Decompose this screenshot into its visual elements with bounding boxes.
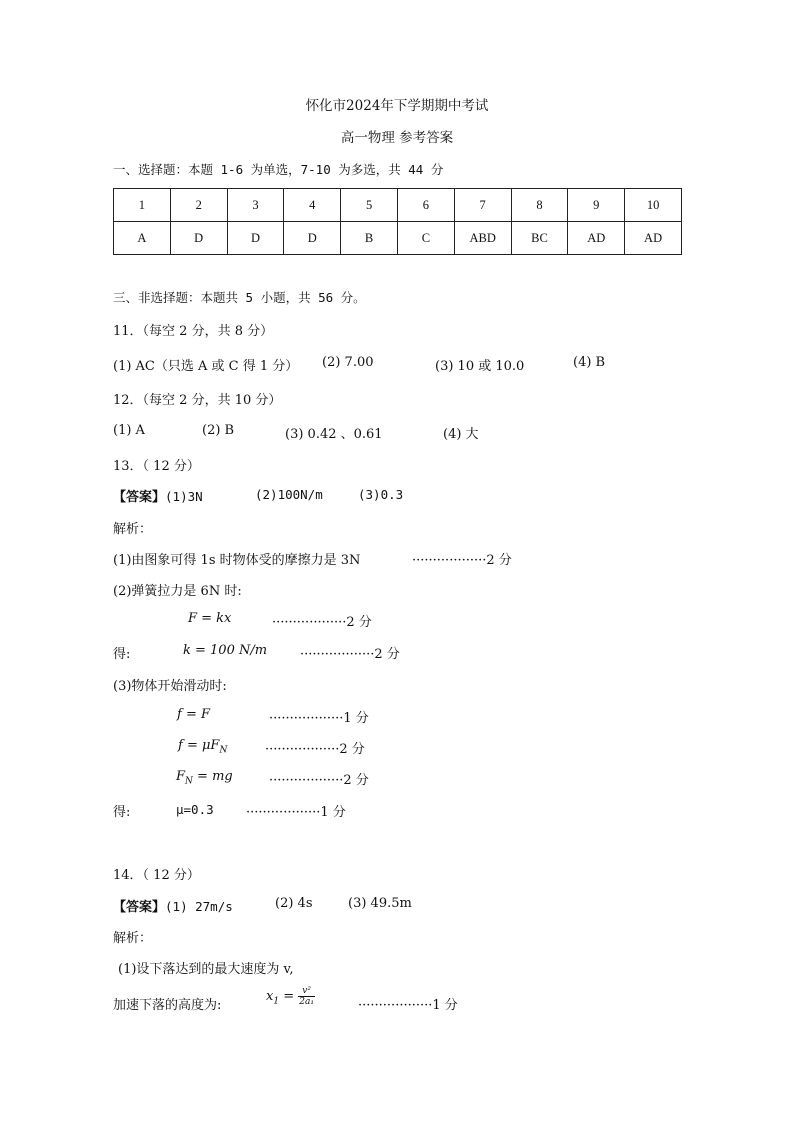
table-cell: ABD — [454, 222, 511, 255]
table-cell: D — [170, 222, 227, 255]
q14-answer-3: (3) 49.5m — [348, 896, 412, 911]
q13-score-4: ··················1 分 — [269, 711, 369, 726]
q12-title: 12．（每空 2 分，共 10 分） — [113, 393, 282, 408]
q13-answer-2: (2)100N/m — [255, 487, 323, 502]
table-cell: C — [397, 222, 454, 255]
q13-score-5: ··················2 分 — [265, 742, 365, 757]
q14-answer-2: (2) 4s — [275, 896, 313, 911]
q14-answer-line — [113, 896, 233, 915]
table-cell: BC — [511, 222, 568, 255]
q12-answer-1: (1) A — [113, 423, 145, 438]
q13-equation-1: F = kx — [188, 611, 232, 626]
q13-answer-1: (1)3N — [165, 489, 203, 504]
q13-equation-3: f = F — [177, 707, 210, 722]
q13-equation-4 — [178, 738, 227, 756]
table-cell: A — [114, 222, 171, 255]
q13-analysis-label: 解析： — [113, 522, 153, 537]
q13-equation-5 — [176, 769, 233, 787]
page-title: 怀化市2024年下学期期中考试 — [305, 98, 489, 114]
q14-title: 14．（ 12 分） — [113, 868, 200, 883]
q11-answer-3: (3) 10 或 10.0 — [435, 359, 525, 374]
q13-title: 13．（ 12 分） — [113, 459, 200, 474]
eq5-subscript: N — [185, 776, 193, 787]
table-cell: D — [227, 222, 284, 255]
q11-answer-1: (1) AC（只选 A 或 C 得 1 分） — [113, 359, 299, 374]
q13-score-3: ··················2 分 — [300, 647, 400, 662]
answer-label: 【答案】 — [113, 900, 166, 915]
fraction-numerator: v² — [298, 986, 315, 997]
q13-answer-3: (3)0.3 — [358, 487, 404, 502]
q11-answer-2: (2) 7.00 — [322, 355, 374, 370]
q13-de-label-2: 得: — [113, 805, 131, 820]
q13-analysis-line-2: (2)弹簧拉力是 6N 时: — [113, 584, 242, 599]
q14-equation-1 — [266, 986, 315, 1007]
table-cell: 8 — [511, 189, 568, 222]
q12-answer-3: (3) 0.42 、0.61 — [285, 427, 383, 442]
table-cell: D — [284, 222, 341, 255]
q14-analysis-label: 解析： — [113, 931, 153, 946]
q14-analysis-line-1: (1)设下落达到的最大速度为 v, — [118, 962, 294, 977]
section-heading-non-choice: 三、非选择题：本题共 5 小题，共 56 分。 — [113, 290, 366, 305]
q13-analysis-line-1: (1)由图象可得 1s 时物体受的摩擦力是 3N — [113, 553, 361, 568]
q13-equation-6: μ=0.3 — [176, 802, 214, 817]
eq-equals: = — [279, 989, 299, 1004]
q11-title: 11．（每空 2 分，共 8 分） — [113, 324, 274, 339]
q13-answer-line — [113, 486, 203, 505]
section-heading-multiple-choice: 一、选择题：本题 1-6 为单选，7-10 为多选，共 44 分 — [113, 162, 444, 177]
q13-de-label: 得: — [113, 647, 131, 662]
answer-label: 【答案】 — [113, 490, 166, 505]
q12-answer-4: (4) 大 — [443, 427, 479, 442]
eq-lhs: x — [266, 989, 274, 1004]
table-cell: 6 — [397, 189, 454, 222]
table-cell: 7 — [454, 189, 511, 222]
fraction-denominator: 2a₁ — [299, 997, 314, 1007]
q13-score-7: ··················1 分 — [246, 805, 346, 820]
q14-score-1: ··················1 分 — [358, 998, 458, 1013]
eq-lhs-subscript: 1 — [273, 996, 280, 1007]
eq5-main: F — [176, 769, 186, 784]
q13-score-6: ··················2 分 — [269, 773, 369, 788]
page-subtitle: 高一物理 参考答案 — [340, 130, 454, 146]
table-cell: 5 — [341, 189, 398, 222]
q13-score-2: ··················2 分 — [272, 615, 372, 630]
q11-answer-4: (4) B — [573, 355, 606, 370]
eq5-rest: = mg — [192, 769, 233, 784]
table-cell: 1 — [114, 189, 171, 222]
q14-answer-1: (1) 27m/s — [165, 899, 233, 914]
table-cell: 3 — [227, 189, 284, 222]
fraction — [298, 986, 315, 1007]
table-cell: AD — [625, 222, 682, 255]
table-cell: 9 — [568, 189, 625, 222]
table-cell: 10 — [625, 189, 682, 222]
table-cell: 2 — [170, 189, 227, 222]
q13-equation-2: k = 100 N/m — [183, 643, 268, 658]
q14-analysis-line-2: 加速下落的高度为: — [113, 998, 222, 1013]
eq4-main: f = μF — [178, 738, 220, 753]
q13-score-1: ··················2 分 — [412, 553, 512, 568]
answer-table-number-row — [114, 189, 682, 222]
eq4-subscript: N — [219, 745, 228, 756]
table-cell: B — [341, 222, 398, 255]
table-cell: 4 — [284, 189, 341, 222]
table-cell: AD — [568, 222, 625, 255]
answer-table-answer-row — [114, 222, 682, 255]
q13-analysis-line-3: (3)物体开始滑动时: — [113, 679, 227, 694]
q12-answer-2: (2) B — [202, 423, 235, 438]
answer-table — [113, 188, 682, 255]
